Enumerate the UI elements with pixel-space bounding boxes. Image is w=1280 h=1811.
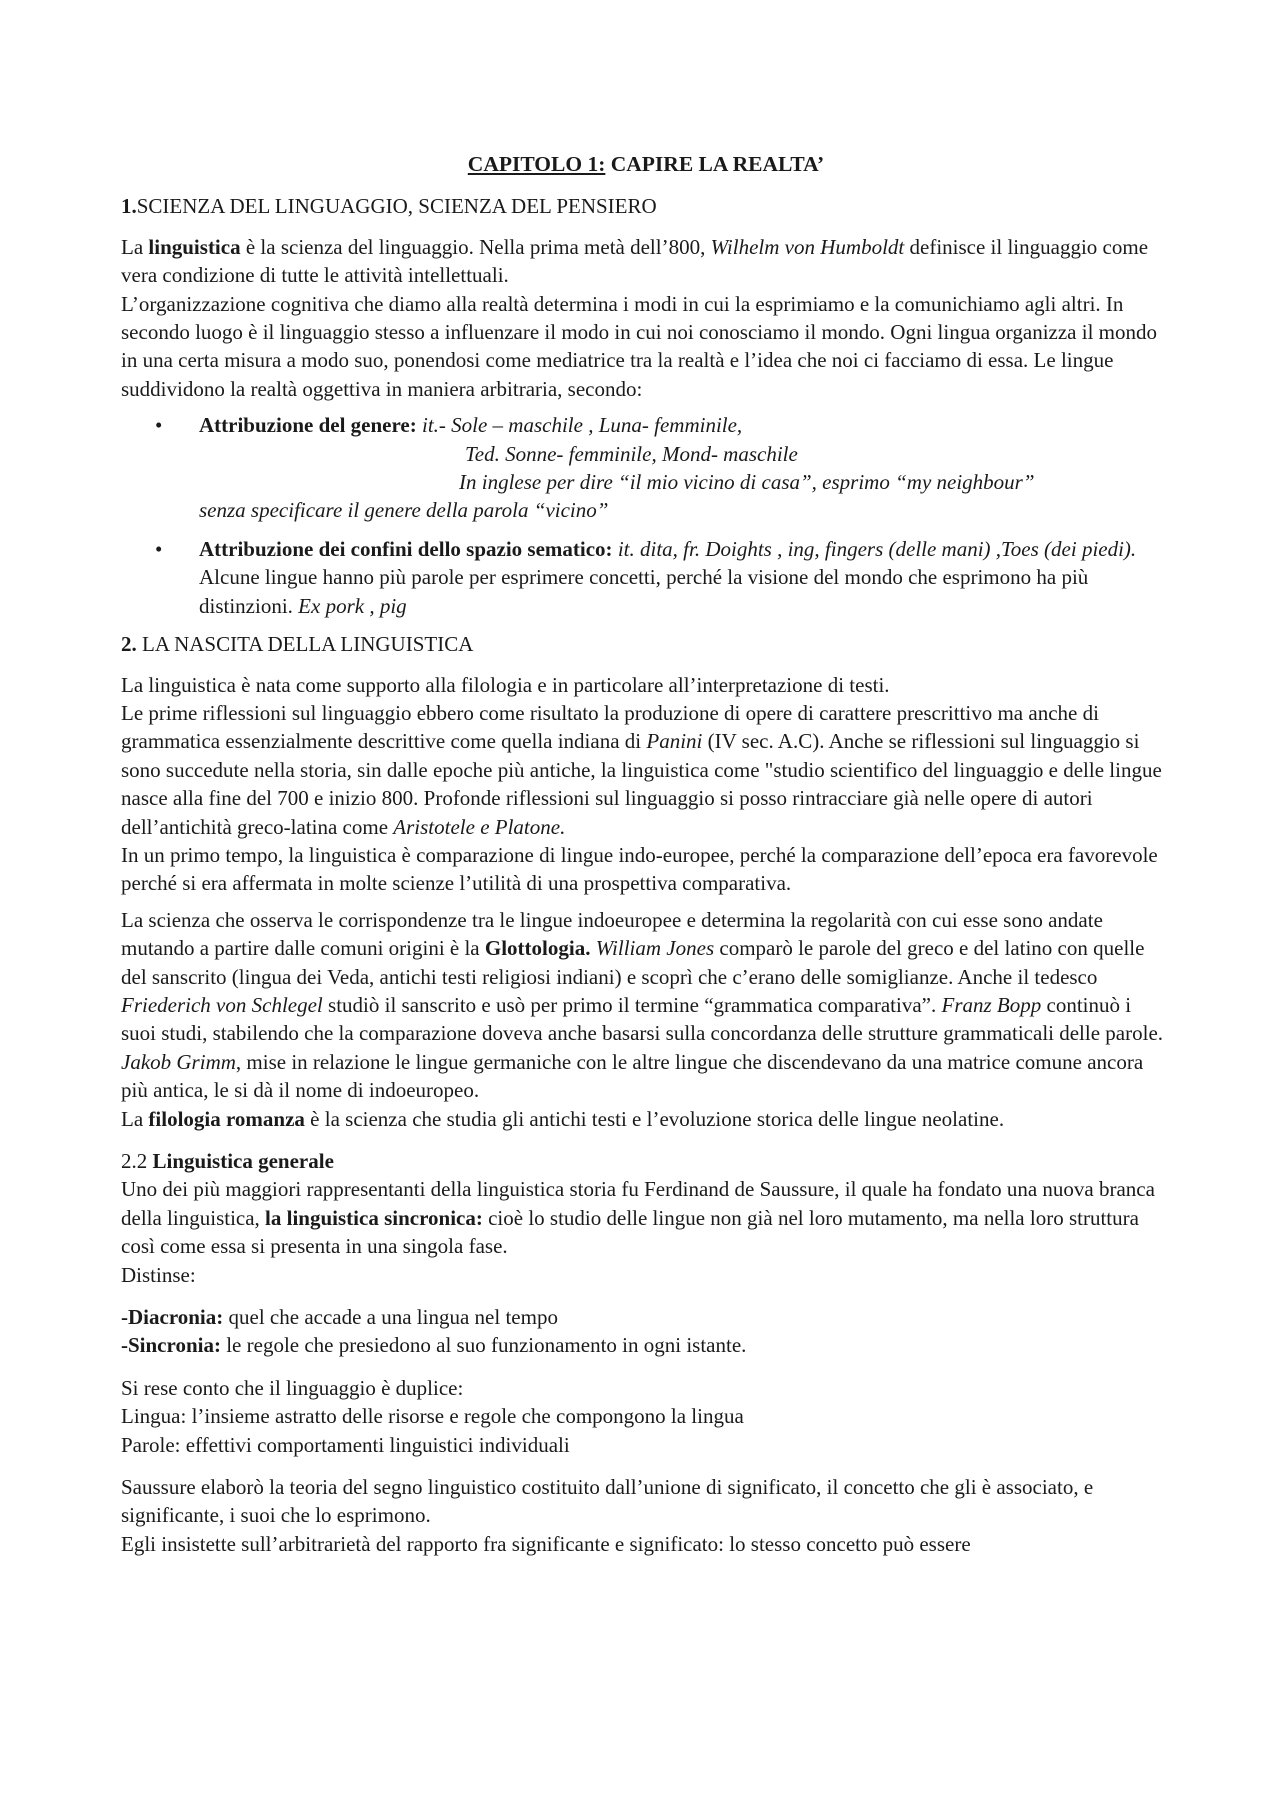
bullet-list xyxy=(121,411,1171,620)
bullet-icon: • xyxy=(155,536,163,561)
chapter-number: CAPITOLO 1: xyxy=(467,152,606,176)
section-1-heading: 1.SCIENZA DEL LINGUAGGIO, SCIENZA DEL PENSIERO xyxy=(121,194,657,219)
subsection-heading: Linguistica generale xyxy=(152,1149,334,1173)
list-item: • Attribuzione del genere: it.- Sole – maschile , Luna- femminile, Ted. Sonne- femminile, Mond- maschile In inglese per dire “il mio vicino di casa”, esprimo “my neighbour” senza specificare il genere della parola “vicino” xyxy=(155,413,1035,523)
page-content xyxy=(121,150,1171,1566)
bullet-icon: • xyxy=(155,413,163,438)
chapter-title xyxy=(121,150,1171,178)
subsection-number: 2.2 xyxy=(121,1149,153,1173)
paragraph: -Diacronia: quel che accade a una lingua nel tempo -Sincronia: le regole che presiedono al suo funzionamento in ogni istante. xyxy=(121,1305,747,1358)
section-2-heading: 2. LA NASCITA DELLA LINGUISTICA xyxy=(121,632,474,657)
paragraph: La linguistica è la scienza del linguaggio. Nella prima metà dell’800, Wilhelm von Humboldt definisce il linguaggio come vera condizione di tutte le attività intellettuali. L’organizzazione cognitiva che diamo alla realtà determina i modi in cui la esprimiamo e la comunichiamo agli altri. In secondo luogo è il linguaggio stesso a influenzare il modo in cui noi conosciamo il mondo. Ogni lingua organizza il mondo in una certa misura a modo suo, ponendosi come mediatrice tra la realtà e l’idea che noi ci facciamo di essa. Le lingue suddividono la realtà oggettiva in maniera arbitraria, secondo: xyxy=(121,234,1158,401)
paragraph: La scienza che osserva le corrispondenze tra le lingue indoeuropee e determina la regolarità con cui esse sono andate mutando a partire dalle comuni origini è la Glottologia. William Jones comparò le parole del greco e del latino con quelle del sanscrito (lingua dei Veda, antichi testi religiosi indiani) e scoprì che c’erano delle somiglianze. Anche il tedesco Friederich von Schlegel studiò il sanscrito e usò per primo il termine “grammatica comparativa”. Franz Bopp continuò i suoi studi, stabilendo che la comparazione doveva anche basarsi sulla concordanza delle strutture grammaticali delle parole. Jakob Grimm, mise in relazione le lingue germaniche con le altre lingue che discendevano da una matrice comune ancora più antica, le si dà il nome di indoeuropeo. La filologia romanza è la scienza che studia gli antichi testi e l’evoluzione storica delle lingue neolatine. xyxy=(121,907,1164,1131)
paragraph: La linguistica è nata come supporto alla filologia e in particolare all’interpretazione di testi. Le prime riflessioni sul linguaggio ebbero come risultato la produzione di opere di carattere prescrittivo ma anche di grammatica essenzialmente descrittive come quella indiana di Panini (IV sec. A.C). Anche se riflessioni sul linguaggio si sono succedute nella storia, sin dalle epoche più antiche, la linguistica come "studio scientifico del linguaggio e delle lingue nasce alla fine del 700 e inizio 800. Profonde riflessioni sul linguaggio si posso rintracciare già nelle opere di autori dell’antichità greco-latina come Aristotele e Platone. In un primo tempo, la linguistica è comparazione di lingue indo-europee, perché la comparazione dell’epoca era favorevole perché si era affermata in molte scienze l’utilità di una prospettiva comparativa. xyxy=(121,672,1162,896)
paragraph: 2.2 Linguistica generale Uno dei più maggiori rappresentanti della linguistica storia fu Ferdinand de Saussure, il quale ha fondato una nuova branca della linguistica, la linguistica sincronica: cioè lo studio delle lingue non già nel loro mutamento, ma nella loro struttura così come essa si presenta in una singola fase. Distinse: xyxy=(121,1149,1155,1287)
chapter-name: CAPIRE LA REALTA’ xyxy=(605,152,825,176)
paragraph: Saussure elaborò la teoria del segno linguistico costituito dall’unione di significato, il concetto che gli è associato, e significante, i suoi che lo esprimono. Egli insistette sull’arbitrarietà del rapporto fra significante e significato: lo stesso concetto può essere xyxy=(121,1475,1094,1556)
list-item: • Attribuzione dei confini dello spazio sematico: it. dita, fr. Doights , ing, fingers (delle mani) ,Toes (dei piedi). Alcune lingue hanno più parole per esprimere concetti, perché la visione del mondo che esprimono ha più distinzioni. Ex pork , pig xyxy=(155,536,1137,618)
paragraph: Si rese conto che il linguaggio è duplice: Lingua: l’insieme astratto delle risorse e regole che compongono la lingua Parole: effettivi comportamenti linguistici individuali xyxy=(121,1375,744,1457)
